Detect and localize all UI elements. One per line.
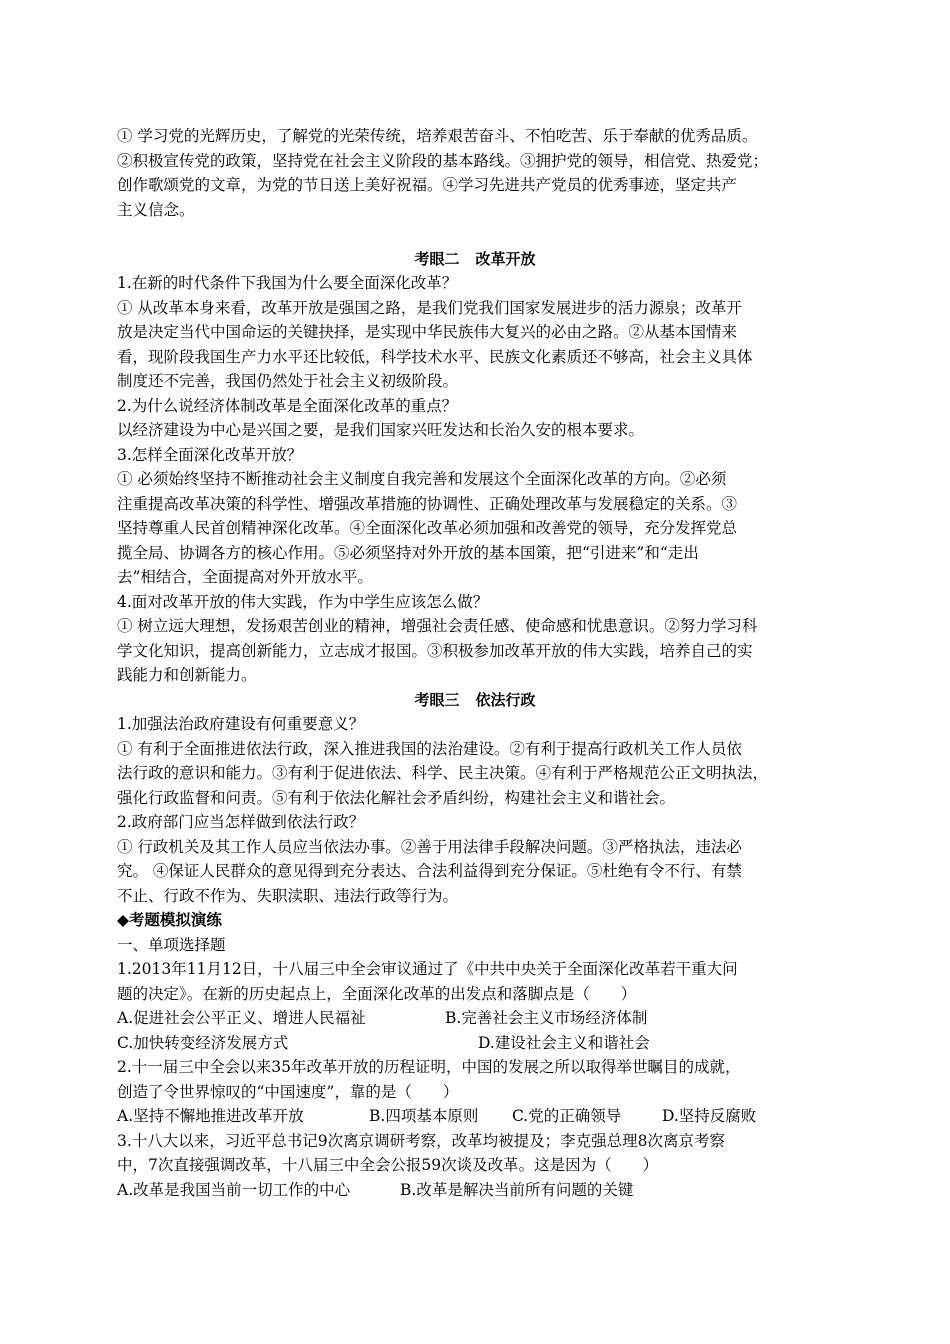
text-line: 创作歌颂党的文章，为党的节日送上美好祝福。④学习先进共产党员的优秀事迹，坚定共产 — [117, 176, 738, 194]
text-line: 强化行政监督和问责。⑤有利于依法化解社会矛盾纠纷，构建社会主义和谐社会。 — [117, 788, 676, 807]
text-line: ① 从改革本身来看，改革开放是强国之路，是我们党我们国家发展进步的活力源泉；改革开 — [117, 298, 742, 317]
text-line: 法行政的意识和能力。③有利于促进依法、科学、民主决策。④有利于严格规范公正文明执法， — [117, 764, 769, 782]
question-line: 3.怎样全面深化改革开放？ — [117, 445, 303, 464]
text-line: 放是决定当代中国命运的关键抉择，是实现中华民族伟大复兴的必由之路。②从基本国情来 — [117, 323, 738, 341]
section-reform-body — [117, 271, 833, 688]
option-a: A.坚持不懈地推进改革开放 — [117, 1107, 304, 1125]
question-3-line: 3.十八大以来，习近平总书记9次离京调研考察，改革均被提及；李克强总理8次离京考察 — [117, 1131, 726, 1150]
option-b: B.改革是解决当前所有问题的关键 — [400, 1180, 634, 1199]
option-b: B.完善社会主义市场经济体制 — [445, 1009, 648, 1027]
question-3-options-row — [117, 1178, 833, 1203]
option-a: A.改革是我国当前一切工作的中心 — [117, 1180, 351, 1199]
question-1-options-row — [117, 1031, 833, 1056]
text-line: 看，现阶段我国生产力水平还比较低，科学技术水平、民族文化素质还不够高，社会主义具体 — [117, 347, 753, 366]
text-line: 注重提高改革决策的科学性、增强改革措施的协调性、正确处理改革与发展稳定的关系。③ — [117, 494, 738, 513]
text-line: 以经济建设为中心是兴国之要，是我们国家兴旺发达和长治久安的根本要求。 — [117, 421, 645, 439]
question-line: 1.在新的时代条件下我国为什么要全面深化改革？ — [117, 274, 458, 292]
question-line: 2.为什么说经济体制改革是全面深化改革的重点？ — [117, 396, 458, 415]
text-line: 究。 ④保证人民群众的意见得到充分表达、合法利益得到充分保证。⑤杜绝有令不行、有禁 — [117, 862, 742, 880]
practice-subtitle: 一、单项选择题 — [117, 935, 226, 954]
text-line: ① 学习党的光辉历史，了解党的光荣传统，培养艰苦奋斗、不怕吃苦、乐于奉献的优秀品质。 — [117, 127, 758, 145]
option-d: D.坚持反腐败 — [662, 1107, 757, 1125]
intro-paragraph — [117, 124, 833, 222]
question-1-options-row — [117, 1006, 833, 1031]
text-line: 制度还不完善，我国仍然处于社会主义初级阶段。 — [117, 372, 459, 390]
text-line: 不止、行政不作为、失职渎职、违法行政等行为。 — [117, 886, 459, 905]
section-law-body — [117, 712, 833, 908]
option-a: A.促进社会公平正义、增进人民福祉 — [117, 1009, 366, 1027]
text-line: 揽全局、协调各方的核心作用。⑤必须坚持对外开放的基本国策，把“引进来”和“走出 — [117, 543, 699, 562]
section-heading-reform: 考眼二 改革开放 — [414, 249, 536, 268]
question-1-line: 题的决定》。在新的历史起点上，全面深化改革的出发点和落脚点是（ ） — [117, 984, 637, 1003]
text-line: ②积极宣传党的政策，坚持党在社会主义阶段的基本路线。③拥护党的领导，相信党、热爱党； — [117, 151, 769, 170]
question-3-line: 中，7次直接强调改革，十八届三中全会公报59次谈及改革。这是因为（ ） — [117, 1156, 659, 1174]
text-line: 去”相结合，全面提高对外开放水平。 — [117, 568, 373, 586]
text-line: ① 有利于全面推进依法行政，深入推进我国的法治建设。②有利于提高行政机关工作人员依 — [117, 739, 742, 758]
option-c: C.党的正确领导 — [512, 1107, 622, 1125]
question-2-line: 2.十一届三中全会以来35年改革开放的历程证明，中国的发展之所以取得举世瞩目的成就， — [117, 1058, 741, 1076]
text-line: 坚持尊重人民首创精神深化改革。④全面深化改革必须加强和改善党的领导，充分发挥党总 — [117, 519, 738, 537]
text-line: ① 必须始终坚持不断推动社会主义制度自我完善和发展这个全面深化改革的方向。②必须 — [117, 470, 727, 488]
question-line: 4.面对改革开放的伟大实践，作为中学生应该怎么做？ — [117, 592, 489, 611]
text-line: 践能力和创新能力。 — [117, 666, 257, 684]
text-line: ① 树立远大理想，发扬艰苦创业的精神，增强社会责任感、使命感和忧患意识。②努力学习科 — [117, 617, 758, 635]
text-line: 主义信念。 — [117, 200, 195, 219]
option-b: B.四项基本原则 — [369, 1107, 479, 1125]
document-body — [117, 124, 833, 1202]
question-1-line: 1.2013年11月12日，十八届三中全会审议通过了《中共中央关于全面深化改革若干重大问 — [117, 960, 738, 978]
question-line: 2.政府部门应当怎样做到依法行政？ — [117, 813, 365, 831]
question-line: 1.加强法治政府建设有何重要意义？ — [117, 715, 365, 733]
text-line: 学文化知识，提高创新能力，立志成才报国。③积极参加改革开放的伟大实践，培养自己的实 — [117, 641, 753, 660]
option-d: D.建设社会主义和谐社会 — [478, 1033, 650, 1052]
text-line: ① 行政机关及其工作人员应当依法办事。②善于用法律手段解决问题。③严格执法，违法必 — [117, 837, 742, 856]
question-2-line: 创造了令世界惊叹的“中国速度”，靠的是（ ） — [117, 1082, 459, 1101]
section-heading-law: 考眼三 依法行政 — [414, 690, 536, 709]
question-2-options-row — [117, 1104, 833, 1129]
option-c: C.加快转变经济发展方式 — [117, 1033, 289, 1052]
practice-section — [117, 908, 833, 1202]
practice-title: ◆考题模拟演练 — [117, 911, 222, 929]
